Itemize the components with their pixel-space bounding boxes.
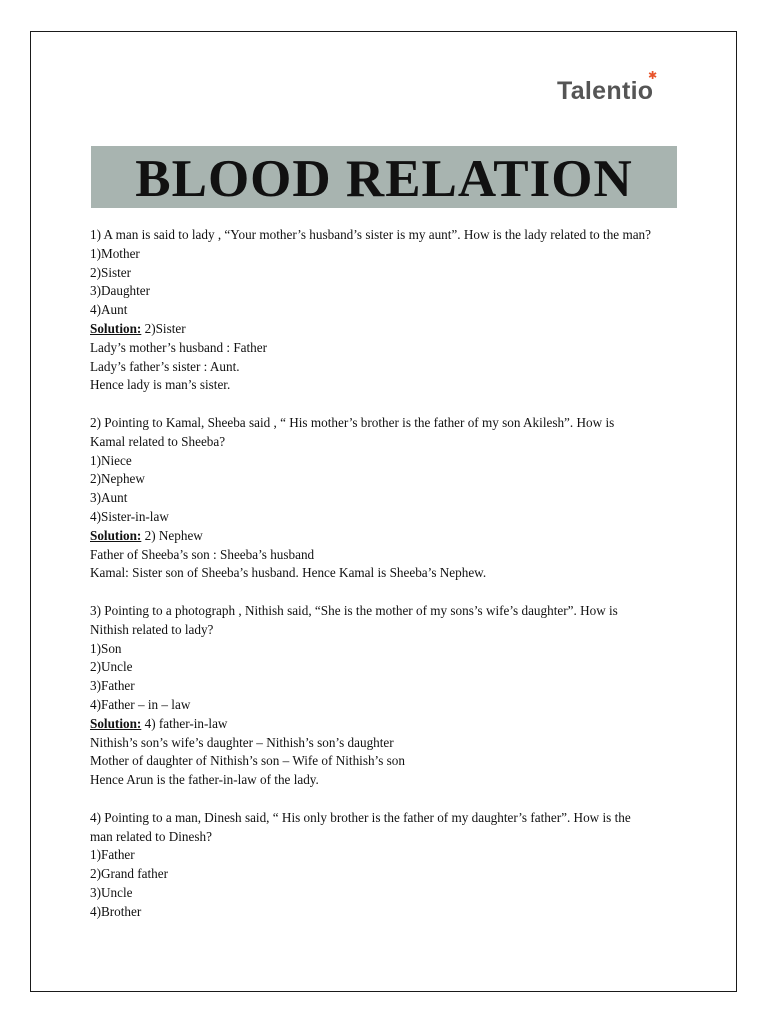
option: 4)Brother: [90, 903, 142, 919]
solution-line: [90, 715, 700, 734]
option: 4)Sister-in-law: [90, 508, 169, 524]
spark-icon: ✱: [648, 70, 658, 82]
spacer: [90, 395, 700, 414]
question-text: 2) Pointing to Kamal, Sheeba said , “ His mother’s brother is the father of my son Akilesh”. How is: [90, 414, 615, 430]
option: 3)Father: [90, 678, 135, 694]
solution-line: [90, 527, 700, 546]
explanation-line: Mother of daughter of Nithish’s son – Wife of Nithish’s son: [90, 753, 405, 769]
option: 1)Niece: [90, 452, 132, 468]
brand-logo: [557, 70, 658, 106]
questions-content: [90, 226, 700, 921]
solution-line: [90, 320, 700, 339]
option: 3)Uncle: [90, 884, 133, 900]
explanation-line: Lady’s father’s sister : Aunt.: [90, 358, 240, 374]
option: 3)Daughter: [90, 283, 151, 299]
option: 4)Aunt: [90, 302, 128, 318]
explanation-line: Lady’s mother’s husband : Father: [90, 339, 268, 355]
explanation-line: Father of Sheeba’s son : Sheeba’s husband: [90, 546, 315, 562]
solution-label: Solution:: [90, 527, 142, 543]
option: 2)Nephew: [90, 471, 145, 487]
brand-logo-text: Talentio: [557, 77, 654, 105]
solution-answer: 2)Sister: [141, 320, 186, 336]
solution-answer: 4) father-in-law: [141, 715, 228, 731]
option: 1)Son: [90, 640, 122, 656]
option: 2)Grand father: [90, 866, 168, 882]
title-banner: [91, 146, 677, 208]
solution-answer: 2) Nephew: [141, 527, 203, 543]
page-title: BLOOD RELATION: [135, 150, 633, 208]
option: 1)Mother: [90, 245, 140, 261]
question-text: 1) A man is said to lady , “Your mother’s husband’s sister is my aunt”. How is the lady related to the man?: [90, 227, 651, 242]
option: 3)Aunt: [90, 490, 128, 506]
explanation-line: Hence Arun is the father-in-law of the lady.: [90, 772, 319, 788]
explanation-line: Kamal: Sister son of Sheeba’s husband. Hence Kamal is Sheeba’s Nephew.: [90, 565, 487, 581]
option: 1)Father: [90, 847, 135, 863]
option: 2)Uncle: [90, 659, 133, 675]
spacer: [90, 583, 700, 602]
spacer: [90, 790, 700, 809]
question-block: [90, 809, 700, 922]
question-block: [90, 414, 700, 583]
option: 4)Father – in – law: [90, 696, 191, 712]
explanation-line: Hence lady is man’s sister.: [90, 377, 231, 393]
explanation-line: Nithish’s son’s wife’s daughter – Nithish’s son’s daughter: [90, 734, 394, 750]
question-block: [90, 602, 700, 790]
question-text: 3) Pointing to a photograph , Nithish said, “She is the mother of my sons’s wife’s daughter”. How is: [90, 602, 618, 618]
question-text: Nithish related to lady?: [90, 621, 214, 637]
solution-label: Solution:: [90, 715, 142, 731]
question-text: man related to Dinesh?: [90, 828, 212, 844]
question-block: [90, 226, 700, 395]
question-text: Kamal related to Sheeba?: [90, 433, 226, 449]
question-text: 4) Pointing to a man, Dinesh said, “ His only brother is the father of my daughter’s father”. How is the: [90, 809, 631, 825]
option: 2)Sister: [90, 264, 132, 280]
solution-label: Solution:: [90, 320, 142, 336]
